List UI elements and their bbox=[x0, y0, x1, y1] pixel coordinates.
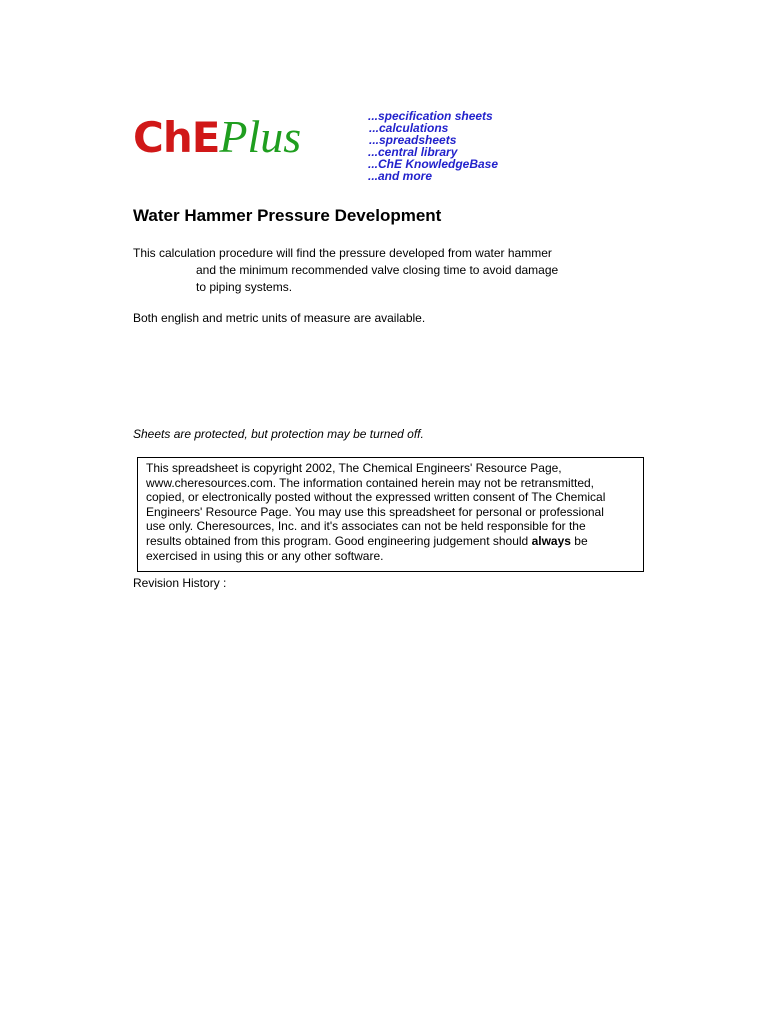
copyright-line: use only. Cheresources, Inc. and it's associates can not be held responsible for the bbox=[146, 519, 586, 534]
tagline-item: ...specification sheets bbox=[368, 109, 493, 123]
copyright-line: Engineers' Resource Page. You may use this spreadsheet for personal or professional bbox=[146, 504, 604, 519]
tagline-item: ...calculations bbox=[369, 121, 449, 135]
copyright-line: www.cheresources.com. The information contained herein may not be retransmitted, bbox=[146, 475, 594, 490]
protection-note: Sheets are protected, but protection may be turned off. bbox=[133, 427, 424, 441]
logo-plus-text: Plus bbox=[219, 111, 302, 162]
tagline-item: ...central library bbox=[368, 145, 458, 159]
tagline-list bbox=[368, 110, 498, 182]
intro-line: to piping systems. bbox=[196, 280, 293, 294]
copyright-line: copied, or electronically posted without the expressed written consent of The Chemical bbox=[146, 490, 606, 505]
copyright-text: be bbox=[570, 533, 588, 548]
cheplus-logo bbox=[133, 110, 301, 170]
intro-line: and the minimum recommended valve closing time to avoid damage bbox=[196, 263, 559, 277]
copyright-line bbox=[146, 534, 643, 549]
logo-che-text: ChE bbox=[133, 113, 220, 162]
intro-line: This calculation procedure will find the pressure developed from water hammer bbox=[133, 246, 552, 260]
tagline-item: ...and more bbox=[368, 169, 433, 183]
copyright-line: exercised in using this or any other software. bbox=[146, 548, 384, 563]
intro-paragraph bbox=[133, 245, 558, 296]
copyright-emphasis: always bbox=[531, 533, 571, 548]
copyright-notice-box bbox=[137, 457, 644, 572]
units-note: Both english and metric units of measure are available. bbox=[133, 311, 426, 325]
tagline-item: ...ChE KnowledgeBase bbox=[368, 157, 499, 171]
copyright-text: results obtained from this program. Good engineering judgement should bbox=[146, 533, 532, 548]
page-title: Water Hammer Pressure Development bbox=[133, 206, 442, 225]
copyright-line: This spreadsheet is copyright 2002, The Chemical Engineers' Resource Page, bbox=[146, 461, 562, 475]
revision-history-label: Revision History : bbox=[133, 576, 227, 590]
tagline-item: ...spreadsheets bbox=[369, 133, 457, 147]
